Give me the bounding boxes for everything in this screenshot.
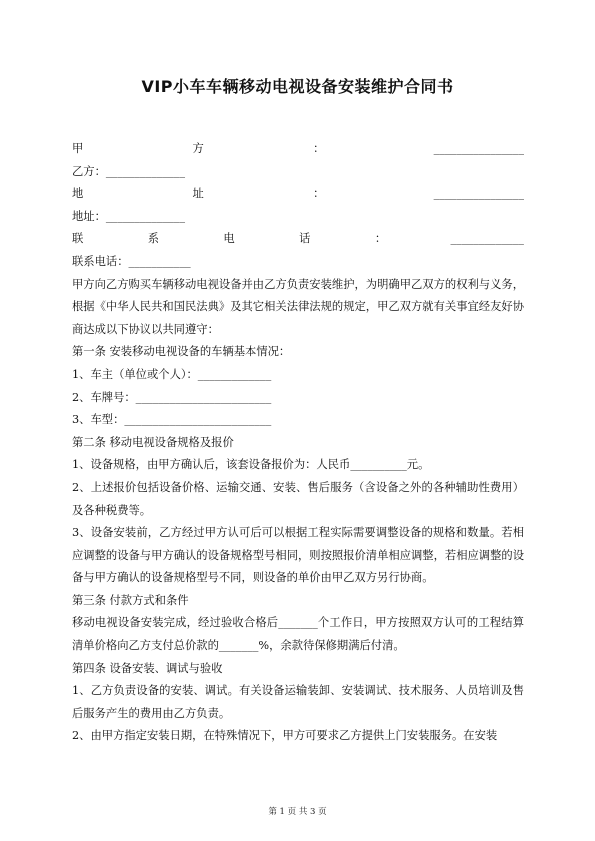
address-blank: ________________	[433, 187, 524, 201]
phone-char: 系	[147, 232, 160, 246]
article-4-heading: 第四条 设备安装、调试与验收	[72, 661, 223, 675]
article-1-item: 1、车主（单位或个人）：_____________	[72, 367, 272, 381]
phone-char: 联	[72, 232, 84, 246]
party-a-blank: ________________	[433, 142, 524, 155]
article-3-heading: 第三条 付款方式和条件	[72, 593, 189, 607]
phone-char: 电	[223, 232, 235, 246]
phone-line: 联系电话：___________	[72, 254, 191, 268]
phone-blank: _____________	[450, 232, 524, 246]
address-spaced-line	[72, 183, 524, 206]
document-title: VIP小车车辆移动电视设备安装维护合同书	[141, 77, 454, 96]
article-2-item: 3、设备安装前，乙方经过甲方认可后可以根据工程实际需要调整设备的规格和数量。若相应调整的设备与甲方确认的设备规格型号相同，则按照报价清单相应调整，若相应调整的设备与甲方确认的设备规格型号不同，则设备的单价由甲乙双方另行协商。	[72, 526, 524, 585]
page-footer: 第 1 页 共 3 页	[268, 807, 327, 817]
party-b-line: 乙方：______________	[72, 164, 185, 178]
intro-paragraph: 甲方向乙方购买车辆移动电视设备并由乙方负责安装维护，为明确甲乙双方的权利与义务，根据《中华人民共和国民法典》及其它相关法律法规的规定，甲乙双方就有关事宜经友好协商达成以下协议以共同遵守：	[72, 277, 524, 336]
party-a-line	[72, 138, 524, 161]
party-a-char: 方	[192, 142, 204, 155]
document-body	[72, 138, 524, 748]
article-2-heading: 第二条 移动电视设备规格及报价	[72, 435, 234, 449]
address-char: 址	[192, 187, 204, 201]
article-4-item: 1、乙方负责设备的安装、调试。有关设备运输装卸、安装调试、技术服务、人员培训及售后服务产生的费用由乙方负责。	[72, 684, 524, 720]
phone-spaced-line	[72, 228, 524, 251]
phone-char: 话	[299, 232, 311, 246]
address-char: 地	[72, 187, 84, 201]
article-3-text: 移动电视设备安装完成，经过验收合格后_______个工作日，甲方按照双方认可的工程结算清单价格向乙方支付总价款的_______%，余款待保修期满后付清。	[72, 616, 524, 653]
article-1-item: 2、车牌号：________________________	[72, 390, 272, 404]
phone-colon: ：	[374, 232, 387, 246]
article-1-item: 3、车型：__________________________	[72, 413, 272, 427]
party-a-char: 甲	[72, 142, 84, 155]
party-a-colon: ：	[313, 142, 325, 155]
article-2-item: 2、上述报价包括设备价格、运输交通、安装、售后服务（含设备之外的各种辅助性费用）及各种税费等。	[72, 480, 524, 517]
address-line: 地址：______________	[72, 209, 185, 223]
address-colon: ：	[313, 187, 325, 201]
article-1-heading: 第一条 安装移动电视设备的车辆基本情况：	[72, 345, 291, 359]
article-2-item: 1、设备规格，由甲方确认后，该套设备报价为：人民币__________元。	[72, 458, 430, 472]
article-4-item: 2、由甲方指定安装日期，在特殊情况下，甲方可要求乙方提供上门安装服务。在安装	[72, 729, 498, 743]
